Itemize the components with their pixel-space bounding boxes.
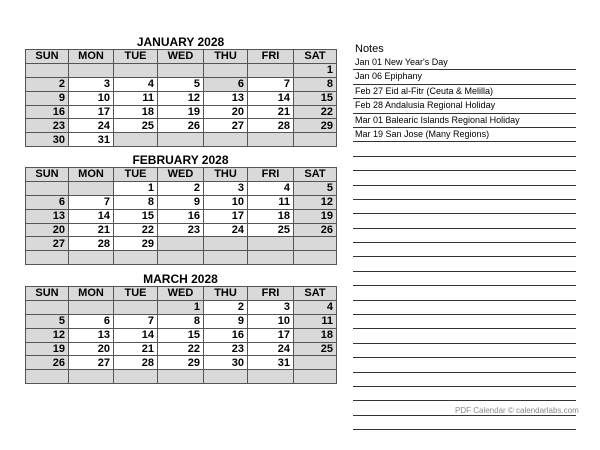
empty-day-cell (26, 300, 69, 314)
note-line (353, 142, 576, 156)
day-cell: 18 (114, 105, 158, 119)
weekday-header: MON (69, 168, 114, 182)
day-cell: 26 (294, 223, 337, 237)
weekday-header: TUE (114, 168, 158, 182)
weekday-header: FRI (248, 168, 294, 182)
day-cell: 31 (69, 133, 114, 147)
day-cell: 6 (204, 77, 248, 91)
day-cell: 22 (294, 105, 337, 119)
day-cell: 13 (69, 328, 114, 342)
calendar-grid (25, 286, 337, 384)
day-cell: 11 (114, 91, 158, 105)
day-cell: 24 (248, 342, 294, 356)
day-cell: 14 (69, 209, 114, 223)
day-cell: 2 (26, 77, 69, 91)
calendar-grid (25, 49, 337, 147)
week-row (26, 370, 337, 384)
day-cell: 22 (114, 223, 158, 237)
week-row (26, 328, 337, 342)
calendar-grid (25, 167, 337, 265)
day-cell: 19 (26, 342, 69, 356)
day-cell: 15 (294, 91, 337, 105)
empty-day-cell (26, 251, 69, 265)
week-row (26, 356, 337, 370)
day-cell: 10 (69, 91, 114, 105)
week-row (26, 342, 337, 356)
day-cell: 12 (26, 328, 69, 342)
day-cell: 11 (248, 195, 294, 209)
empty-day-cell (69, 63, 114, 77)
month-february (25, 153, 336, 265)
weekday-header: THU (204, 50, 248, 64)
note-line (353, 186, 576, 200)
week-row (26, 91, 337, 105)
day-cell: 2 (158, 181, 204, 195)
week-row (26, 133, 337, 147)
empty-day-cell (248, 370, 294, 384)
weekday-header: THU (204, 287, 248, 301)
footer-credit: PDF Calendar © calendarlabs.com (455, 406, 579, 415)
day-cell: 29 (158, 356, 204, 370)
week-row (26, 223, 337, 237)
day-cell: 13 (26, 209, 69, 223)
day-cell: 18 (248, 209, 294, 223)
day-cell: 4 (114, 77, 158, 91)
day-cell: 5 (294, 181, 337, 195)
day-cell: 5 (158, 77, 204, 91)
day-cell: 27 (204, 119, 248, 133)
weekday-header: TUE (114, 287, 158, 301)
day-cell: 13 (204, 91, 248, 105)
day-cell: 25 (248, 223, 294, 237)
note-line (353, 387, 576, 401)
empty-day-cell (204, 370, 248, 384)
week-row (26, 77, 337, 91)
empty-day-cell (248, 251, 294, 265)
note-line (353, 243, 576, 257)
day-cell: 17 (248, 328, 294, 342)
note-line (353, 171, 576, 185)
empty-day-cell (26, 181, 69, 195)
week-row (26, 195, 337, 209)
day-cell: 26 (158, 119, 204, 133)
empty-day-cell (294, 237, 337, 251)
month-march (25, 272, 336, 384)
note-line: Jan 01 New Year's Day (353, 56, 576, 70)
day-cell: 23 (26, 119, 69, 133)
note-line: Mar 19 San Jose (Many Regions) (353, 128, 576, 142)
week-row (26, 300, 337, 314)
empty-day-cell (158, 370, 204, 384)
day-cell: 31 (248, 356, 294, 370)
empty-day-cell (26, 63, 69, 77)
empty-day-cell (204, 237, 248, 251)
day-cell: 8 (114, 195, 158, 209)
day-cell: 7 (248, 77, 294, 91)
empty-day-cell (69, 300, 114, 314)
weekday-header: MON (69, 50, 114, 64)
day-cell: 11 (294, 314, 337, 328)
empty-day-cell (248, 63, 294, 77)
empty-day-cell (69, 181, 114, 195)
day-cell: 6 (26, 195, 69, 209)
day-cell: 27 (69, 356, 114, 370)
weekday-header: THU (204, 168, 248, 182)
note-line (353, 315, 576, 329)
notes-list (353, 56, 576, 430)
day-cell: 24 (69, 119, 114, 133)
empty-day-cell (114, 300, 158, 314)
day-cell: 7 (114, 314, 158, 328)
note-line (353, 373, 576, 387)
day-cell: 5 (26, 314, 69, 328)
day-cell: 25 (114, 119, 158, 133)
week-row (26, 181, 337, 195)
empty-day-cell (158, 251, 204, 265)
day-cell: 20 (204, 105, 248, 119)
empty-day-cell (204, 133, 248, 147)
empty-day-cell (294, 370, 337, 384)
day-cell: 29 (114, 237, 158, 251)
weekday-header: SAT (294, 287, 337, 301)
day-cell: 15 (158, 328, 204, 342)
weekday-header: WED (158, 287, 204, 301)
empty-day-cell (294, 356, 337, 370)
week-row (26, 63, 337, 77)
day-cell: 18 (294, 328, 337, 342)
note-line (353, 286, 576, 300)
week-row (26, 237, 337, 251)
empty-day-cell (114, 370, 158, 384)
weekday-header: SUN (26, 287, 69, 301)
day-cell: 6 (69, 314, 114, 328)
day-cell: 20 (26, 223, 69, 237)
day-cell: 21 (114, 342, 158, 356)
day-cell: 28 (248, 119, 294, 133)
day-cell: 28 (114, 356, 158, 370)
empty-day-cell (69, 370, 114, 384)
day-cell: 12 (294, 195, 337, 209)
day-cell: 9 (204, 314, 248, 328)
note-line (353, 301, 576, 315)
day-cell: 10 (248, 314, 294, 328)
empty-day-cell (204, 251, 248, 265)
day-cell: 12 (158, 91, 204, 105)
week-row (26, 251, 337, 265)
notes-panel (353, 42, 576, 430)
empty-day-cell (204, 63, 248, 77)
day-cell: 24 (204, 223, 248, 237)
day-cell: 9 (158, 195, 204, 209)
note-line: Jan 06 Epiphany (353, 70, 576, 84)
empty-day-cell (114, 133, 158, 147)
empty-day-cell (294, 133, 337, 147)
day-cell: 1 (294, 63, 337, 77)
empty-day-cell (114, 63, 158, 77)
weekday-header: MON (69, 287, 114, 301)
day-cell: 17 (204, 209, 248, 223)
day-cell: 23 (204, 342, 248, 356)
day-cell: 22 (158, 342, 204, 356)
day-cell: 8 (158, 314, 204, 328)
note-line: Feb 27 Eid al-Fitr (Ceuta & Melilla) (353, 85, 576, 99)
month-title: FEBRUARY 2028 (132, 153, 229, 167)
week-row (26, 119, 337, 133)
day-cell: 30 (204, 356, 248, 370)
weekday-header: SUN (26, 168, 69, 182)
week-row (26, 209, 337, 223)
week-row (26, 105, 337, 119)
day-cell: 16 (158, 209, 204, 223)
day-cell: 25 (294, 342, 337, 356)
day-cell: 26 (26, 356, 69, 370)
note-line (353, 344, 576, 358)
day-cell: 1 (158, 300, 204, 314)
note-line (353, 200, 576, 214)
week-row (26, 314, 337, 328)
day-cell: 1 (114, 181, 158, 195)
day-cell: 3 (69, 77, 114, 91)
month-january (25, 35, 336, 147)
weekday-header: FRI (248, 287, 294, 301)
weekday-header: SUN (26, 50, 69, 64)
day-cell: 23 (158, 223, 204, 237)
weekday-header: SAT (294, 50, 337, 64)
day-cell: 14 (114, 328, 158, 342)
empty-day-cell (248, 133, 294, 147)
day-cell: 8 (294, 77, 337, 91)
empty-day-cell (114, 251, 158, 265)
empty-day-cell (158, 63, 204, 77)
note-line (353, 416, 576, 430)
weekday-header: SAT (294, 168, 337, 182)
weekday-header: FRI (248, 50, 294, 64)
weekday-header: TUE (114, 50, 158, 64)
note-line (353, 157, 576, 171)
day-cell: 17 (69, 105, 114, 119)
month-title: JANUARY 2028 (136, 35, 225, 49)
day-cell: 30 (26, 133, 69, 147)
day-cell: 27 (26, 237, 69, 251)
month-title: MARCH 2028 (143, 272, 218, 286)
day-cell: 4 (294, 300, 337, 314)
note-line (353, 214, 576, 228)
day-cell: 3 (248, 300, 294, 314)
note-line (353, 358, 576, 372)
day-cell: 28 (69, 237, 114, 251)
empty-day-cell (26, 370, 69, 384)
notes-title: Notes (355, 43, 384, 55)
day-cell: 16 (26, 105, 69, 119)
day-cell: 14 (248, 91, 294, 105)
weekday-header: WED (158, 50, 204, 64)
day-cell: 2 (204, 300, 248, 314)
day-cell: 21 (248, 105, 294, 119)
empty-day-cell (69, 251, 114, 265)
day-cell: 15 (114, 209, 158, 223)
empty-day-cell (294, 251, 337, 265)
note-line: Mar 01 Balearic Islands Regional Holiday (353, 114, 576, 128)
day-cell: 20 (69, 342, 114, 356)
note-line (353, 257, 576, 271)
note-line (353, 272, 576, 286)
day-cell: 9 (26, 91, 69, 105)
day-cell: 16 (204, 328, 248, 342)
day-cell: 29 (294, 119, 337, 133)
empty-day-cell (248, 237, 294, 251)
empty-day-cell (158, 133, 204, 147)
day-cell: 10 (204, 195, 248, 209)
day-cell: 19 (158, 105, 204, 119)
note-line: Feb 28 Andalusia Regional Holiday (353, 99, 576, 113)
day-cell: 21 (69, 223, 114, 237)
note-line (353, 329, 576, 343)
empty-day-cell (158, 237, 204, 251)
day-cell: 4 (248, 181, 294, 195)
weekday-header: WED (158, 168, 204, 182)
note-line (353, 229, 576, 243)
day-cell: 3 (204, 181, 248, 195)
day-cell: 19 (294, 209, 337, 223)
day-cell: 7 (69, 195, 114, 209)
